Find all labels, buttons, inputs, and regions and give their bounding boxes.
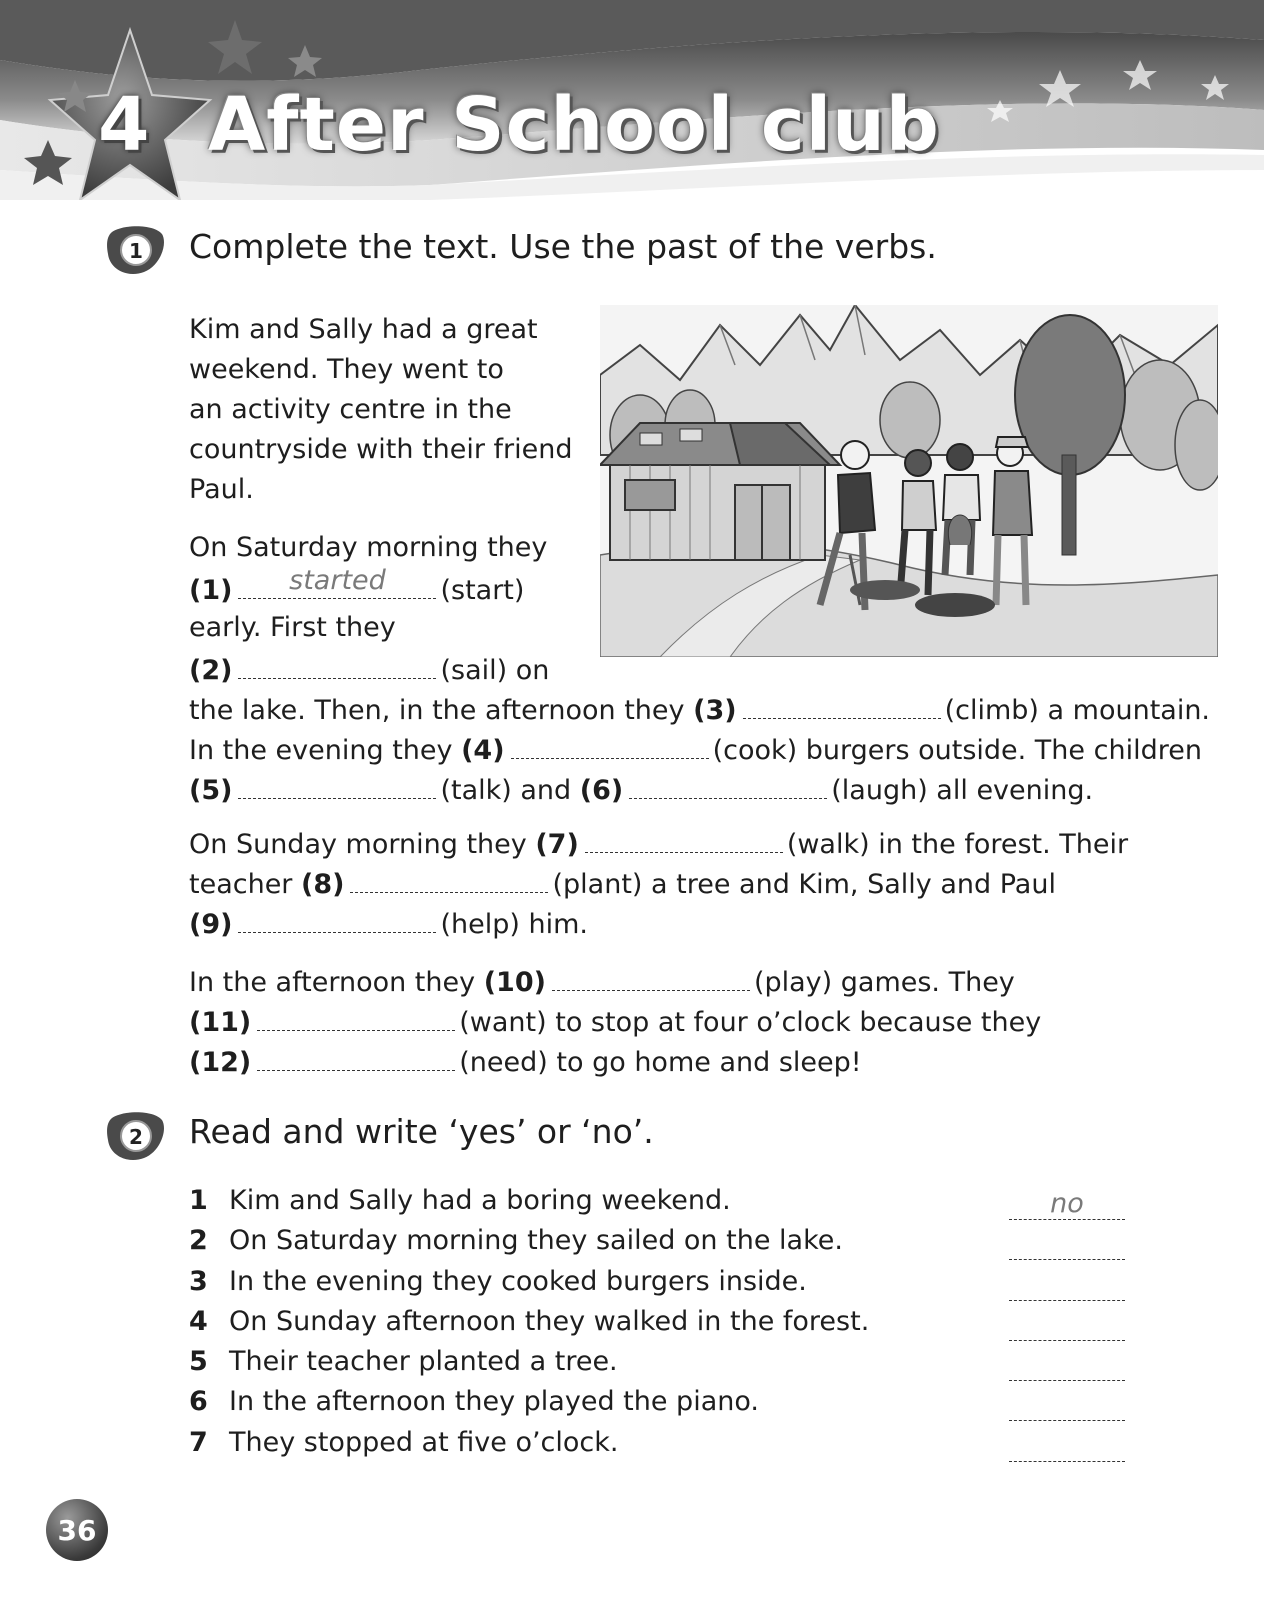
answer-field[interactable]: [1009, 1451, 1125, 1462]
verb-hint: (cook) burgers outside. The children: [712, 735, 1202, 766]
item-text: In the afternoon they played the piano.: [229, 1386, 759, 1418]
gap-number: (8): [301, 869, 345, 900]
item-text: They stopped at five o’clock.: [229, 1426, 619, 1458]
sunday-paragraph: [189, 822, 1128, 942]
item-text: In the evening they cooked burgers inside.: [229, 1265, 807, 1297]
verb-hint: (want) to stop at four o’clock because they: [459, 1007, 1042, 1038]
gap-number: (3): [693, 695, 737, 726]
verb-hint: (play) games. They: [753, 967, 1015, 998]
exercise-2-heading: Read and write ‘yes’ or ‘no’.: [189, 1112, 654, 1151]
intro-paragraph: [189, 310, 572, 510]
answer-field[interactable]: [1009, 1330, 1125, 1341]
verb-hint: (help) him.: [440, 909, 588, 940]
item-number: 3: [189, 1265, 208, 1297]
verb-hint: (climb) a mountain.: [944, 695, 1211, 726]
gap-1-field[interactable]: [238, 565, 436, 599]
intro-line: an activity centre in the: [189, 394, 512, 425]
answer-value: no: [1050, 1188, 1084, 1219]
gap-5-field[interactable]: [238, 768, 436, 799]
item-number: 5: [189, 1346, 208, 1378]
item-number: 4: [189, 1305, 208, 1337]
verb-hint: (plant) a tree and Kim, Sally and Paul: [552, 869, 1056, 900]
answer-field[interactable]: [1009, 1188, 1125, 1220]
answer-field[interactable]: [1009, 1249, 1125, 1260]
gap-number: (11): [189, 1007, 252, 1038]
gap-number: (6): [579, 775, 624, 806]
answer-field[interactable]: [1009, 1290, 1125, 1301]
intro-line: weekend. They went to: [189, 354, 504, 385]
intro-line: Kim and Sally had a great: [189, 314, 538, 345]
text-fragment: On Sunday morning they: [189, 829, 527, 860]
verb-hint: (sail) on: [440, 655, 550, 686]
verb-hint: (need) to go home and sleep!: [459, 1047, 862, 1078]
item-number: 6: [189, 1386, 208, 1418]
gap-9-field[interactable]: [238, 902, 436, 933]
text-fragment: In the evening they: [189, 735, 453, 766]
answer-field[interactable]: [1009, 1370, 1125, 1381]
gap-11-field[interactable]: [257, 1000, 455, 1031]
activity-centre-illustration: [600, 305, 1218, 657]
gap-12-field[interactable]: [257, 1040, 455, 1071]
unit-title: After School club: [208, 82, 940, 168]
afternoon-paragraph: [189, 960, 1041, 1080]
gap-8-field[interactable]: [350, 862, 548, 893]
verb-hint: (walk) in the forest. Their: [786, 829, 1129, 860]
item-number: 2: [189, 1225, 208, 1257]
gap-number: (10): [483, 967, 546, 998]
intro-line: Paul.: [189, 474, 254, 505]
item-text: Their teacher planted a tree.: [229, 1346, 618, 1378]
gap-number: (7): [535, 829, 579, 860]
exercise-1-heading: Complete the text. Use the past of the verbs.: [189, 227, 937, 266]
gap-number: (2): [189, 655, 233, 686]
item-number: 1: [189, 1185, 208, 1216]
exercise-1-badge: [104, 222, 168, 278]
exercise-2-number: 2: [129, 1125, 143, 1149]
text-fragment: the lake. Then, in the afternoon they: [189, 695, 685, 726]
gap-number: (12): [189, 1047, 252, 1078]
verb-hint: (laugh) all evening.: [831, 775, 1094, 806]
page-number: 36: [46, 1499, 108, 1561]
gap-2-field[interactable]: [238, 648, 436, 679]
gap-number: (1): [189, 575, 233, 606]
gap-4-field[interactable]: [511, 728, 709, 759]
text-line: early. First they: [189, 612, 396, 643]
item-number: 7: [189, 1426, 208, 1458]
answer-field[interactable]: [1009, 1410, 1125, 1421]
item-text: On Sunday afternoon they walked in the forest.: [229, 1305, 870, 1337]
gap-6-field[interactable]: [629, 768, 827, 799]
text-fragment: In the afternoon they: [189, 967, 476, 998]
verb-hint: (start): [440, 575, 525, 606]
gap-number: (5): [189, 775, 233, 806]
gap-number: (4): [461, 735, 505, 766]
text-line: On Saturday morning they: [189, 532, 548, 563]
gap-10-field[interactable]: [552, 960, 750, 991]
text-fragment: teacher: [189, 869, 293, 900]
intro-line: countryside with their friend: [189, 434, 573, 465]
gap-1-answer: started: [289, 565, 386, 596]
gap-number: (9): [189, 909, 233, 940]
exercise-1-number: 1: [129, 239, 143, 263]
gap-7-field[interactable]: [585, 822, 783, 853]
item-text: On Saturday morning they sailed on the lake.: [229, 1225, 843, 1257]
item-text: Kim and Sally had a boring weekend.: [229, 1185, 731, 1216]
verb-hint: (talk) and: [440, 775, 572, 806]
exercise-2-badge: [104, 1108, 168, 1164]
gap-3-field[interactable]: [743, 688, 941, 719]
unit-number: 4: [98, 82, 150, 168]
